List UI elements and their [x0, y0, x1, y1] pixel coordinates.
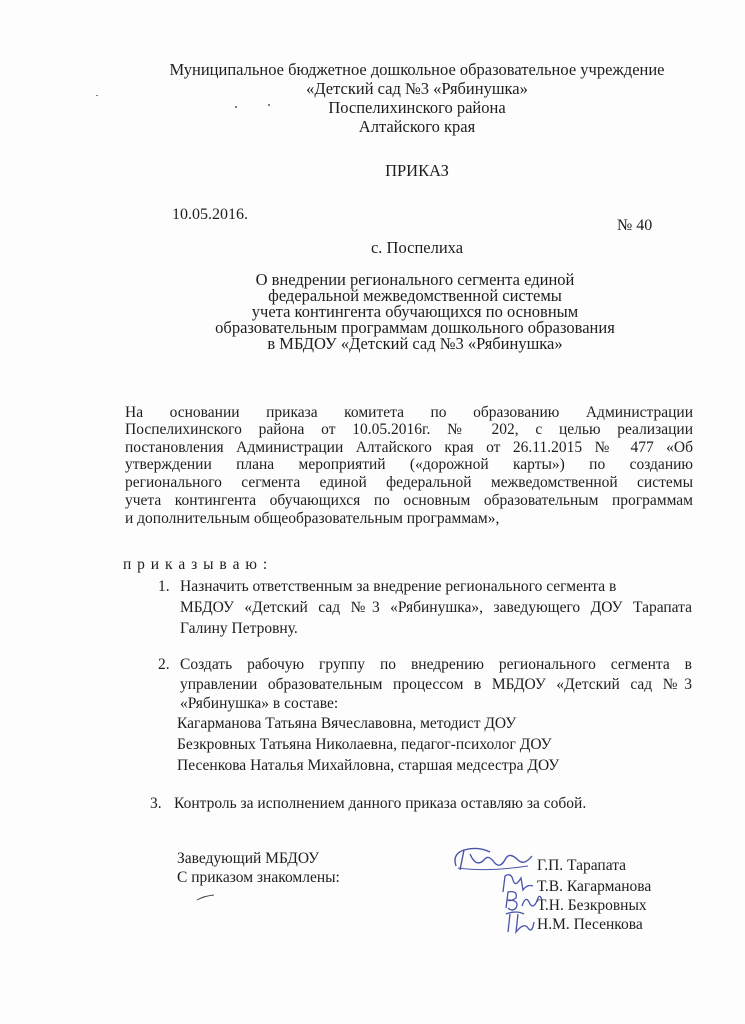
- pen-mark: [196, 893, 216, 903]
- item-1-number: 1.: [158, 578, 170, 595]
- place: с. Поспелиха: [370, 238, 464, 257]
- item-2-number: 2.: [158, 656, 170, 673]
- basis-line-3: постановления Администрации Алтайского края от 26.11.2015 № 477 «Об: [125, 439, 693, 456]
- signer-name-2: Т.В. Кагарманова: [537, 878, 652, 895]
- signature-pesenkova: [502, 908, 538, 936]
- order-word: п р и к а з ы в а ю :: [123, 556, 269, 573]
- item-2-line-1: Создать рабочую группу по внедрению регионального сегмента в: [180, 656, 692, 673]
- subject-line-3: учета контингента обучающихся по основным: [251, 302, 579, 321]
- signer-name-1: Г.П. Тарапата: [537, 857, 627, 874]
- order-number: № 40: [617, 217, 653, 234]
- basis-line-2: Поспелихинского района от 10.05.2016г. № 202, с целью реализации: [125, 421, 693, 438]
- org-name-line-1: Муниципальное бюджетное дошкольное образовательное учреждение: [169, 60, 665, 79]
- subject-line-1: О внедрении регионального сегмента единой: [255, 270, 575, 289]
- item-2-member-1: Кагарманова Татьяна Вячеславовна, методист ДОУ: [177, 715, 517, 732]
- signer-name-4: Н.М. Песенкова: [537, 916, 643, 933]
- item-2-member-2: Безкровных Татьяна Николаевна, педагог-психолог ДОУ: [177, 736, 552, 753]
- ack-label: С приказом знакомлены:: [177, 869, 340, 886]
- basis-line-6: учета контингента обучающихся по основным образовательным программам: [125, 492, 693, 509]
- basis-line-4: утверждении плана мероприятий («дорожной карты») по созданию: [125, 456, 693, 473]
- basis-line-7: и дополнительным общеобразовательным программам»,: [125, 510, 500, 527]
- item-1-line-2: МБДОУ «Детский сад №3 «Рябинушка», заведующего ДОУ Тарапата: [180, 599, 692, 616]
- item-1-line-3: Галину Петровну.: [180, 620, 298, 637]
- subject-line-2: федеральной межведомственной системы: [268, 286, 562, 305]
- basis-line-1: На основании приказа комитета по образованию Администрации: [125, 404, 693, 421]
- item-3-number: 3.: [150, 795, 162, 812]
- org-name-line-2: «Детский сад №3 «Рябинушка»: [306, 79, 528, 98]
- order-date: 10.05.2016.: [172, 206, 248, 223]
- item-3-line-1: Контроль за исполнением данного приказа оставляю за собой.: [174, 795, 587, 812]
- item-1-line-1: Назначить ответственным за внедрение регионального сегмента в: [180, 578, 617, 595]
- signer-name-3: Т.Н. Безкровных: [537, 897, 647, 914]
- document-type: ПРИКАЗ: [385, 161, 449, 180]
- subject-line-5: в МБДОУ «Детский сад №3 «Рябинушка»: [267, 334, 563, 353]
- item-2-line-3: «Рябинушка» в составе:: [180, 695, 339, 712]
- org-name-line-4: Алтайского края: [358, 117, 476, 136]
- org-name-line-3: Поспелихинского района: [328, 98, 506, 117]
- item-2-member-3: Песенкова Наталья Михайловна, старшая медсестра ДОУ: [177, 757, 560, 774]
- basis-line-5: регионального сегмента единой федеральной межведомственной системы: [125, 474, 693, 491]
- item-2-line-2: управлении образовательным процессом в МБДОУ «Детский сад №3: [180, 676, 692, 693]
- subject-line-4: образовательным программам дошкольного образования: [215, 318, 615, 337]
- head-label: Заведующий МБДОУ: [177, 850, 320, 867]
